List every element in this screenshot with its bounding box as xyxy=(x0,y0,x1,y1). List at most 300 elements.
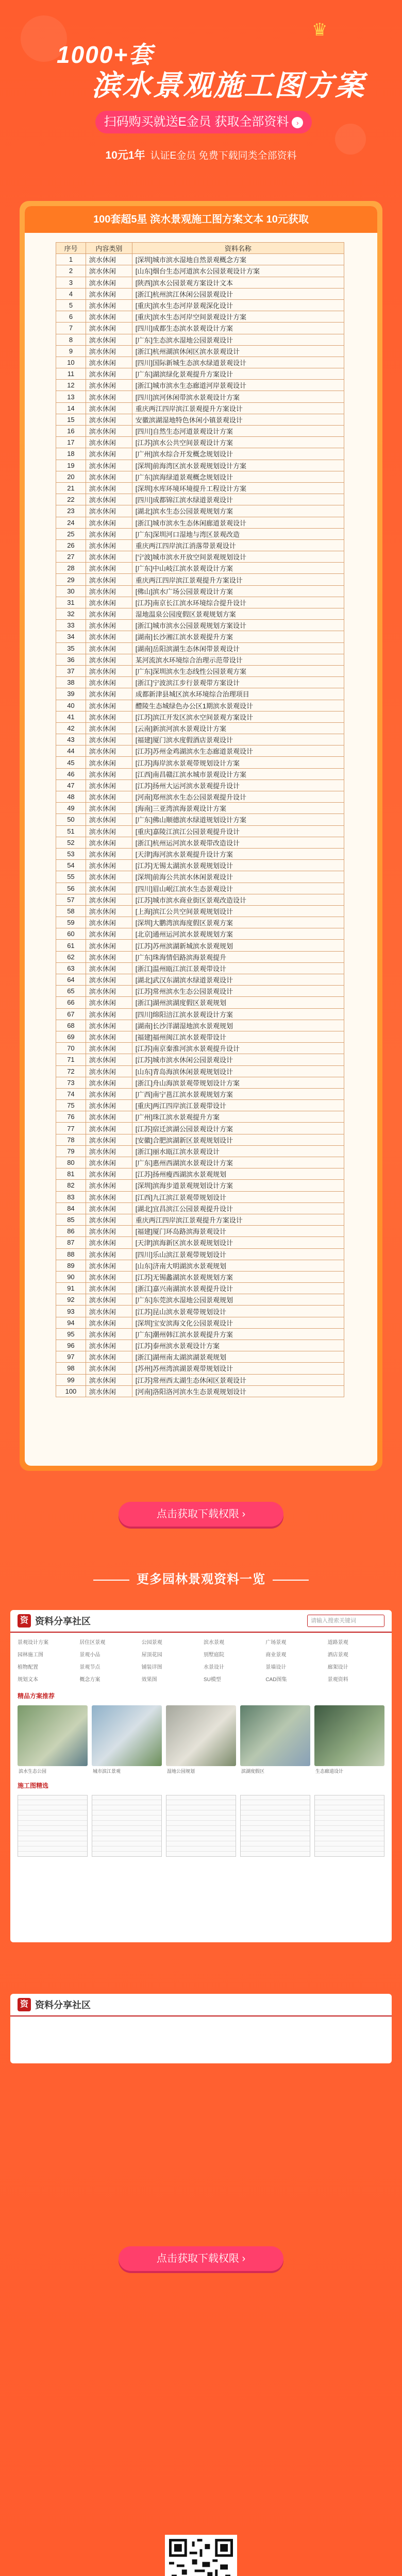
cell-type: 滨水休闲 xyxy=(86,528,132,539)
cell-no: 32 xyxy=(56,608,86,620)
hero-banner xyxy=(0,0,402,204)
cell-name: [江苏]南京秦淮河滨水景观提升设计 xyxy=(132,1043,344,1054)
cell-no: 26 xyxy=(56,539,86,551)
cell-no: 88 xyxy=(56,1248,86,1260)
qr-code-icon xyxy=(169,2539,233,2576)
cell-no: 93 xyxy=(56,1306,86,1317)
cell-type: 滨水休闲 xyxy=(86,779,132,791)
cell-no: 75 xyxy=(56,1100,86,1111)
category-link[interactable]: 园林施工图 xyxy=(18,1652,43,1657)
cell-no: 42 xyxy=(56,722,86,734)
cell-type: 滨水休闲 xyxy=(86,734,132,745)
chevron-right-icon: › xyxy=(242,1509,246,1520)
cell-no: 23 xyxy=(56,505,86,517)
cell-name: [四川]滨河休闲带滨水景观设计方案 xyxy=(132,391,344,402)
cell-type: 滨水休闲 xyxy=(86,745,132,757)
cell-name: 重庆两江四岸滨江消落带景观设计 xyxy=(132,539,344,551)
cell-no: 56 xyxy=(56,883,86,894)
cell-name: [四川]自然生态河道景观设计方案 xyxy=(132,426,344,437)
cell-type: 滨水休闲 xyxy=(86,1123,132,1134)
table-row xyxy=(56,1054,344,1065)
cell-no: 19 xyxy=(56,460,86,471)
category-link[interactable]: 水景设计 xyxy=(204,1665,224,1670)
table-row xyxy=(56,1385,344,1397)
resource-list-card xyxy=(20,201,382,1471)
table-row xyxy=(56,482,344,494)
cell-name: [浙江]城市滨水生态廊道河岸景观设计 xyxy=(132,380,344,391)
cell-type: 滨水休闲 xyxy=(86,1168,132,1180)
cell-name: [河南]郑州滨水生态公园景观提升设计 xyxy=(132,791,344,803)
table-row xyxy=(56,1248,344,1260)
category-link[interactable]: 景观资料 xyxy=(327,1677,348,1682)
table-row xyxy=(56,265,344,277)
cell-no: 3 xyxy=(56,277,86,288)
category-link[interactable]: 屋顶花园 xyxy=(141,1652,162,1657)
table-row xyxy=(56,1328,344,1340)
cell-type: 滨水休闲 xyxy=(86,986,132,997)
cell-no: 37 xyxy=(56,665,86,676)
thumb-card[interactable] xyxy=(92,1705,162,1776)
table-row xyxy=(56,505,344,517)
cell-name: [浙江]杭州滨江休闲公园景观设计 xyxy=(132,288,344,299)
hero-title-count: 1000+套 xyxy=(57,41,154,68)
get-download-button-2[interactable] xyxy=(119,2246,283,2271)
table-row xyxy=(56,1191,344,1202)
plan-drawing-image[interactable] xyxy=(240,1795,310,1857)
cell-type: 滨水休闲 xyxy=(86,1328,132,1340)
cell-type: 滨水休闲 xyxy=(86,391,132,402)
category-link[interactable]: 廊架设计 xyxy=(327,1665,348,1670)
render-image xyxy=(240,1705,310,1766)
cell-no: 77 xyxy=(56,1123,86,1134)
cell-no: 39 xyxy=(56,688,86,700)
cell-name: [深圳]滨海步道景观规划设计方案 xyxy=(132,1180,344,1191)
cell-no: 6 xyxy=(56,311,86,323)
cell-name: [浙江]杭州湖滨休闲区滨水景观设计 xyxy=(132,345,344,357)
cell-no: 36 xyxy=(56,654,86,665)
table-row xyxy=(56,345,344,357)
cell-name: [上海]滨江公共空间景观规划设计 xyxy=(132,905,344,917)
cell-type: 滨水休闲 xyxy=(86,814,132,825)
cell-type: 滨水休闲 xyxy=(86,265,132,277)
category-link[interactable]: 概念方案 xyxy=(79,1677,100,1682)
category-link[interactable]: 效果图 xyxy=(141,1677,157,1682)
cell-name: [江苏]宿迁滨湖公园景观设计方案 xyxy=(132,1123,344,1134)
cell-no: 46 xyxy=(56,768,86,779)
table-row xyxy=(56,585,344,597)
hero-price: 10元1年 xyxy=(105,149,145,161)
cell-no: 54 xyxy=(56,860,86,871)
cell-type: 滨水休闲 xyxy=(86,825,132,837)
cell-name: [广东]滨海绿道景观概念规划设计 xyxy=(132,471,344,482)
cell-type: 滨水休闲 xyxy=(86,368,132,380)
cell-name: [江苏]滨水公共空间景观设计方案 xyxy=(132,437,344,448)
table-row xyxy=(56,1077,344,1088)
table-row xyxy=(56,539,344,551)
category-link[interactable]: 植物配置 xyxy=(18,1665,38,1670)
thumb-caption: 滨湖度假区 xyxy=(241,1769,265,1774)
thumb-caption: 滨水生态公园 xyxy=(19,1769,47,1774)
table-row xyxy=(56,1043,344,1054)
cell-no: 17 xyxy=(56,437,86,448)
table-row xyxy=(56,254,344,265)
table-row xyxy=(56,654,344,665)
cell-type: 滨水休闲 xyxy=(86,334,132,345)
cell-name: 重庆两江四岸滨江景观提升方案设计 xyxy=(132,402,344,414)
cell-no: 96 xyxy=(56,1340,86,1351)
cell-name: 重庆两江四岸滨江景观提升方案设计 xyxy=(132,574,344,585)
category-link[interactable]: 景墙设计 xyxy=(265,1665,287,1670)
table-row xyxy=(56,1123,344,1134)
cell-no: 84 xyxy=(56,1202,86,1214)
category-link[interactable]: CAD图集 xyxy=(265,1677,287,1682)
cell-no: 1 xyxy=(56,254,86,265)
cell-name: [天津]滨海新区滨水景观规划设计 xyxy=(132,1237,344,1248)
cell-no: 58 xyxy=(56,905,86,917)
hero-subtitle xyxy=(0,147,402,162)
thumb-card[interactable] xyxy=(166,1705,236,1776)
preview-heading-renders: 精品方案推荐 xyxy=(18,1692,55,1700)
cell-no: 97 xyxy=(56,1351,86,1363)
plan-drawing-image[interactable] xyxy=(92,1795,162,1857)
cell-name: [江苏]无锡蠡湖滨水景观规划方案 xyxy=(132,1271,344,1282)
thumb-card[interactable] xyxy=(314,1705,384,1776)
table-row xyxy=(56,299,344,311)
category-link[interactable]: 铺装详图 xyxy=(141,1665,162,1670)
table-row xyxy=(56,997,344,1008)
table-row xyxy=(56,986,344,997)
cell-type: 滨水休闲 xyxy=(86,414,132,425)
table-row xyxy=(56,1134,344,1145)
cell-type: 滨水休闲 xyxy=(86,539,132,551)
table-row xyxy=(56,1202,344,1214)
table-row xyxy=(56,1168,344,1180)
cell-name: [广州]滨水综合开发概念规划设计 xyxy=(132,448,344,460)
cell-name: [浙江]城市滨水公园景观规划方案设计 xyxy=(132,620,344,631)
table-row xyxy=(56,848,344,859)
cell-no: 29 xyxy=(56,574,86,585)
category-link[interactable]: 景观节点 xyxy=(79,1665,100,1670)
cell-type: 滨水休闲 xyxy=(86,505,132,517)
thumb-caption: 生态廊道设计 xyxy=(315,1769,344,1774)
cell-name: [浙江]宁波滨江步行景观带方案设计 xyxy=(132,677,344,688)
table-header-row xyxy=(56,243,344,254)
cell-type: 滨水休闲 xyxy=(86,1385,132,1397)
preview-plan-drawings xyxy=(10,1792,392,1860)
cell-name: [深圳]前海公共滨水休闲景观设计 xyxy=(132,871,344,883)
table-row xyxy=(56,722,344,734)
cell-type: 滨水休闲 xyxy=(86,1065,132,1077)
cell-no: 13 xyxy=(56,391,86,402)
cell-name: [福建]厦门环岛路滨海景观设计 xyxy=(132,1226,344,1237)
cell-no: 48 xyxy=(56,791,86,803)
resource-table xyxy=(56,242,344,1397)
cell-no: 60 xyxy=(56,928,86,940)
table-row xyxy=(56,917,344,928)
cell-type: 滨水休闲 xyxy=(86,654,132,665)
table-row xyxy=(56,391,344,402)
cell-type: 滨水休闲 xyxy=(86,871,132,883)
cell-name: [浙江]嘉兴南湖滨水景观提升设计 xyxy=(132,1283,344,1294)
cell-type: 滨水休闲 xyxy=(86,700,132,711)
resource-table-body xyxy=(56,254,344,1397)
section-title-more: 更多园林景观资料一览 xyxy=(0,1569,402,1587)
hero-pill-button[interactable] xyxy=(95,111,312,133)
cell-name: [广东]东莞滨水湿地公园景观规划 xyxy=(132,1294,344,1306)
table-row xyxy=(56,1031,344,1042)
table-row xyxy=(56,1374,344,1385)
thumb-caption: 城市滨江景观 xyxy=(93,1769,121,1774)
cell-type: 滨水休闲 xyxy=(86,1271,132,1282)
get-download-button[interactable] xyxy=(119,1502,283,1527)
cell-name: [四川]乐山滨江景观带规划设计 xyxy=(132,1248,344,1260)
table-row xyxy=(56,1294,344,1306)
cell-name: [江苏]无锡太湖滨水景观规划设计 xyxy=(132,860,344,871)
table-row xyxy=(56,905,344,917)
cell-no: 33 xyxy=(56,620,86,631)
cell-type: 滨水休闲 xyxy=(86,1180,132,1191)
cell-no: 59 xyxy=(56,917,86,928)
cell-type: 滨水休闲 xyxy=(86,1351,132,1363)
wechat-qr-code xyxy=(165,2535,237,2576)
cell-name: [天津]海河滨水景观提升设计方案 xyxy=(132,848,344,859)
cell-no: 64 xyxy=(56,974,86,986)
cell-name: [江苏]扬州瘦西湖滨水景观规划 xyxy=(132,1168,344,1180)
cell-type: 滨水休闲 xyxy=(86,402,132,414)
table-row xyxy=(56,814,344,825)
cell-name: [江苏]昆山滨水景观带规划设计 xyxy=(132,1306,344,1317)
cell-type: 滨水休闲 xyxy=(86,803,132,814)
cell-no: 99 xyxy=(56,1374,86,1385)
cell-no: 35 xyxy=(56,642,86,654)
cell-name: [陕西]滨水公园景观方案设计文本 xyxy=(132,277,344,288)
cell-name: [江苏]城市滨水休闲公园景观设计 xyxy=(132,1054,344,1065)
cell-no: 94 xyxy=(56,1317,86,1328)
cell-type: 滨水休闲 xyxy=(86,1226,132,1237)
table-row xyxy=(56,1363,344,1374)
table-row xyxy=(56,1100,344,1111)
category-link[interactable]: 商业景观 xyxy=(265,1652,287,1657)
cell-type: 滨水休闲 xyxy=(86,620,132,631)
cell-type: 滨水休闲 xyxy=(86,951,132,962)
table-row xyxy=(56,277,344,288)
cell-name: [四川]成都生态滨水景观设计方案 xyxy=(132,323,344,334)
preview-header xyxy=(10,1610,392,1633)
cell-name: [深圳]宝安滨海文化公园景观设计 xyxy=(132,1317,344,1328)
cell-no: 47 xyxy=(56,779,86,791)
cell-no: 24 xyxy=(56,517,86,528)
plan-drawing-image[interactable] xyxy=(314,1795,384,1857)
cell-no: 4 xyxy=(56,288,86,299)
table-row xyxy=(56,1317,344,1328)
cell-name: [广东]惠州西湖滨水景观设计方案 xyxy=(132,1157,344,1168)
resource-list-inner xyxy=(25,206,377,1466)
cell-no: 38 xyxy=(56,677,86,688)
cell-no: 76 xyxy=(56,1111,86,1123)
cell-no: 51 xyxy=(56,825,86,837)
cell-name: [云南]新滨河滨水景观设计方案 xyxy=(132,722,344,734)
cell-no: 22 xyxy=(56,494,86,505)
table-row xyxy=(56,1180,344,1191)
cell-type: 滨水休闲 xyxy=(86,940,132,951)
cell-no: 34 xyxy=(56,631,86,642)
category-link[interactable]: 酒店景观 xyxy=(327,1652,348,1657)
cell-no: 100 xyxy=(56,1385,86,1397)
table-row xyxy=(56,402,344,414)
cell-type: 滨水休闲 xyxy=(86,791,132,803)
category-link[interactable]: 公园景观 xyxy=(141,1640,162,1645)
thumb-card[interactable] xyxy=(18,1705,88,1776)
cell-type: 滨水休闲 xyxy=(86,962,132,974)
cell-type: 滨水休闲 xyxy=(86,482,132,494)
cell-name: [江苏]城市滨水商业街区景观改造设计 xyxy=(132,894,344,905)
category-link[interactable]: 景观小品 xyxy=(79,1652,100,1657)
cell-name: [广东]深圳滨水生态线性公园景观方案 xyxy=(132,665,344,676)
cell-name: 重庆两江四岸滨江景观提升方案设计 xyxy=(132,1214,344,1225)
get-download-label-2: 点击获取下载权限 xyxy=(156,2253,239,2264)
col-header-no: 序号 xyxy=(56,243,86,254)
cell-name: [湖北]武汉东湖滨水绿道景观设计 xyxy=(132,974,344,986)
cell-no: 14 xyxy=(56,402,86,414)
category-link[interactable]: SU模型 xyxy=(204,1677,221,1682)
cell-no: 81 xyxy=(56,1168,86,1180)
cell-name: [湖南]岳阳滨湖生态休闲带景观设计 xyxy=(132,642,344,654)
preview-search-input[interactable]: 请输入搜索关键词 xyxy=(307,1615,384,1627)
table-row xyxy=(56,1145,344,1157)
table-row xyxy=(56,825,344,837)
cell-name: [广东]佛山顺德滨水绿道规划设计方案 xyxy=(132,814,344,825)
cell-type: 滨水休闲 xyxy=(86,1260,132,1271)
cell-type: 滨水休闲 xyxy=(86,1134,132,1145)
table-row xyxy=(56,803,344,814)
cell-type: 滨水休闲 xyxy=(86,1248,132,1260)
category-link[interactable]: 别墅庭院 xyxy=(204,1652,224,1657)
cell-no: 85 xyxy=(56,1214,86,1225)
cell-type: 滨水休闲 xyxy=(86,1157,132,1168)
cell-type: 滨水休闲 xyxy=(86,608,132,620)
category-link[interactable]: 滨水景观 xyxy=(204,1640,224,1645)
cell-type: 滨水休闲 xyxy=(86,768,132,779)
cell-no: 63 xyxy=(56,962,86,974)
cell-type: 滨水休闲 xyxy=(86,1088,132,1099)
table-row xyxy=(56,688,344,700)
cell-name: [山东]青岛海滨休闲景观规划设计 xyxy=(132,1065,344,1077)
cell-no: 50 xyxy=(56,814,86,825)
cell-no: 79 xyxy=(56,1145,86,1157)
site-logo-icon: 资 xyxy=(18,1614,31,1628)
cell-no: 86 xyxy=(56,1226,86,1237)
category-link[interactable]: 规划文本 xyxy=(18,1677,38,1682)
table-row xyxy=(56,665,344,676)
cell-name: [北京]通州运河滨水景观规划方案 xyxy=(132,928,344,940)
crown-icon: ♛ xyxy=(312,20,328,40)
cell-type: 滨水休闲 xyxy=(86,551,132,563)
table-row xyxy=(56,791,344,803)
table-row xyxy=(56,460,344,471)
cell-name: [广东]湖滨绿化景观提升方案设计 xyxy=(132,368,344,380)
render-image xyxy=(18,1705,88,1766)
thumb-card[interactable] xyxy=(240,1705,310,1776)
card-title: 100套超5星 滨水景观施工图方案文本 10元获取 xyxy=(25,206,377,233)
cell-no: 87 xyxy=(56,1237,86,1248)
category-link[interactable]: 广场景观 xyxy=(265,1640,287,1645)
cell-type: 滨水休闲 xyxy=(86,448,132,460)
cell-type: 滨水休闲 xyxy=(86,1111,132,1123)
table-row xyxy=(56,380,344,391)
cell-type: 滨水休闲 xyxy=(86,631,132,642)
cell-type: 滨水休闲 xyxy=(86,1306,132,1317)
table-row xyxy=(56,1340,344,1351)
table-row xyxy=(56,768,344,779)
plan-drawing-image[interactable] xyxy=(18,1795,88,1857)
cell-type: 滨水休闲 xyxy=(86,722,132,734)
table-row xyxy=(56,871,344,883)
cell-no: 61 xyxy=(56,940,86,951)
cell-no: 11 xyxy=(56,368,86,380)
cell-type: 滨水休闲 xyxy=(86,1363,132,1374)
hero-sub-text: 认证E金员 免费下载同类全部资料 xyxy=(150,150,297,161)
table-row xyxy=(56,962,344,974)
cell-type: 滨水休闲 xyxy=(86,345,132,357)
cell-type: 滨水休闲 xyxy=(86,928,132,940)
table-row xyxy=(56,700,344,711)
cell-name: [浙江]温州瓯江滨江景观带设计 xyxy=(132,962,344,974)
cell-no: 90 xyxy=(56,1271,86,1282)
cell-type: 滨水休闲 xyxy=(86,1145,132,1157)
table-row xyxy=(56,426,344,437)
cell-name: 湿地温泉公园度假区景观规划方案 xyxy=(132,608,344,620)
cell-type: 滨水休闲 xyxy=(86,1294,132,1306)
cell-no: 83 xyxy=(56,1191,86,1202)
site-logo-icon: 资 xyxy=(18,1998,31,2011)
cell-type: 滨水休闲 xyxy=(86,1237,132,1248)
table-row xyxy=(56,414,344,425)
cell-name: [福建]厦门滨水度假酒店景观设计 xyxy=(132,734,344,745)
table-row xyxy=(56,745,344,757)
cell-name: [江西]南昌赣江滨水城市景观设计方案 xyxy=(132,768,344,779)
plan-drawing-image[interactable] xyxy=(166,1795,236,1857)
cell-type: 滨水休闲 xyxy=(86,757,132,768)
cell-no: 52 xyxy=(56,837,86,848)
cell-no: 62 xyxy=(56,951,86,962)
cell-no: 55 xyxy=(56,871,86,883)
cell-type: 滨水休闲 xyxy=(86,1008,132,1020)
cell-type: 滨水休闲 xyxy=(86,288,132,299)
cell-no: 57 xyxy=(56,894,86,905)
table-row xyxy=(56,642,344,654)
cell-name: 某河流滨水环境综合治理示范带设计 xyxy=(132,654,344,665)
cell-no: 7 xyxy=(56,323,86,334)
cell-type: 滨水休闲 xyxy=(86,597,132,608)
category-link[interactable]: 道路景观 xyxy=(327,1640,348,1645)
category-link[interactable]: 景观设计方案 xyxy=(18,1640,48,1645)
category-link[interactable]: 居住区景观 xyxy=(79,1640,106,1645)
cell-name: [湖南]长沙湘江滨水景观提升方案 xyxy=(132,631,344,642)
cell-type: 滨水休闲 xyxy=(86,585,132,597)
table-row xyxy=(56,597,344,608)
cell-name: [浙江]湖州南太湖滨湖景观规划 xyxy=(132,1351,344,1363)
cell-type: 滨水休闲 xyxy=(86,471,132,482)
cell-type: 滨水休闲 xyxy=(86,677,132,688)
cell-name: [江苏]常州滨水生态公园景观设计 xyxy=(132,986,344,997)
cell-type: 滨水休闲 xyxy=(86,974,132,986)
table-row xyxy=(56,928,344,940)
cell-type: 滨水休闲 xyxy=(86,1283,132,1294)
cell-name: [宁波]城市滨水开放空间景观规划设计 xyxy=(132,551,344,563)
cell-name: [广州]珠江滨水景观提升方案 xyxy=(132,1111,344,1123)
table-row xyxy=(56,334,344,345)
table-row xyxy=(56,883,344,894)
